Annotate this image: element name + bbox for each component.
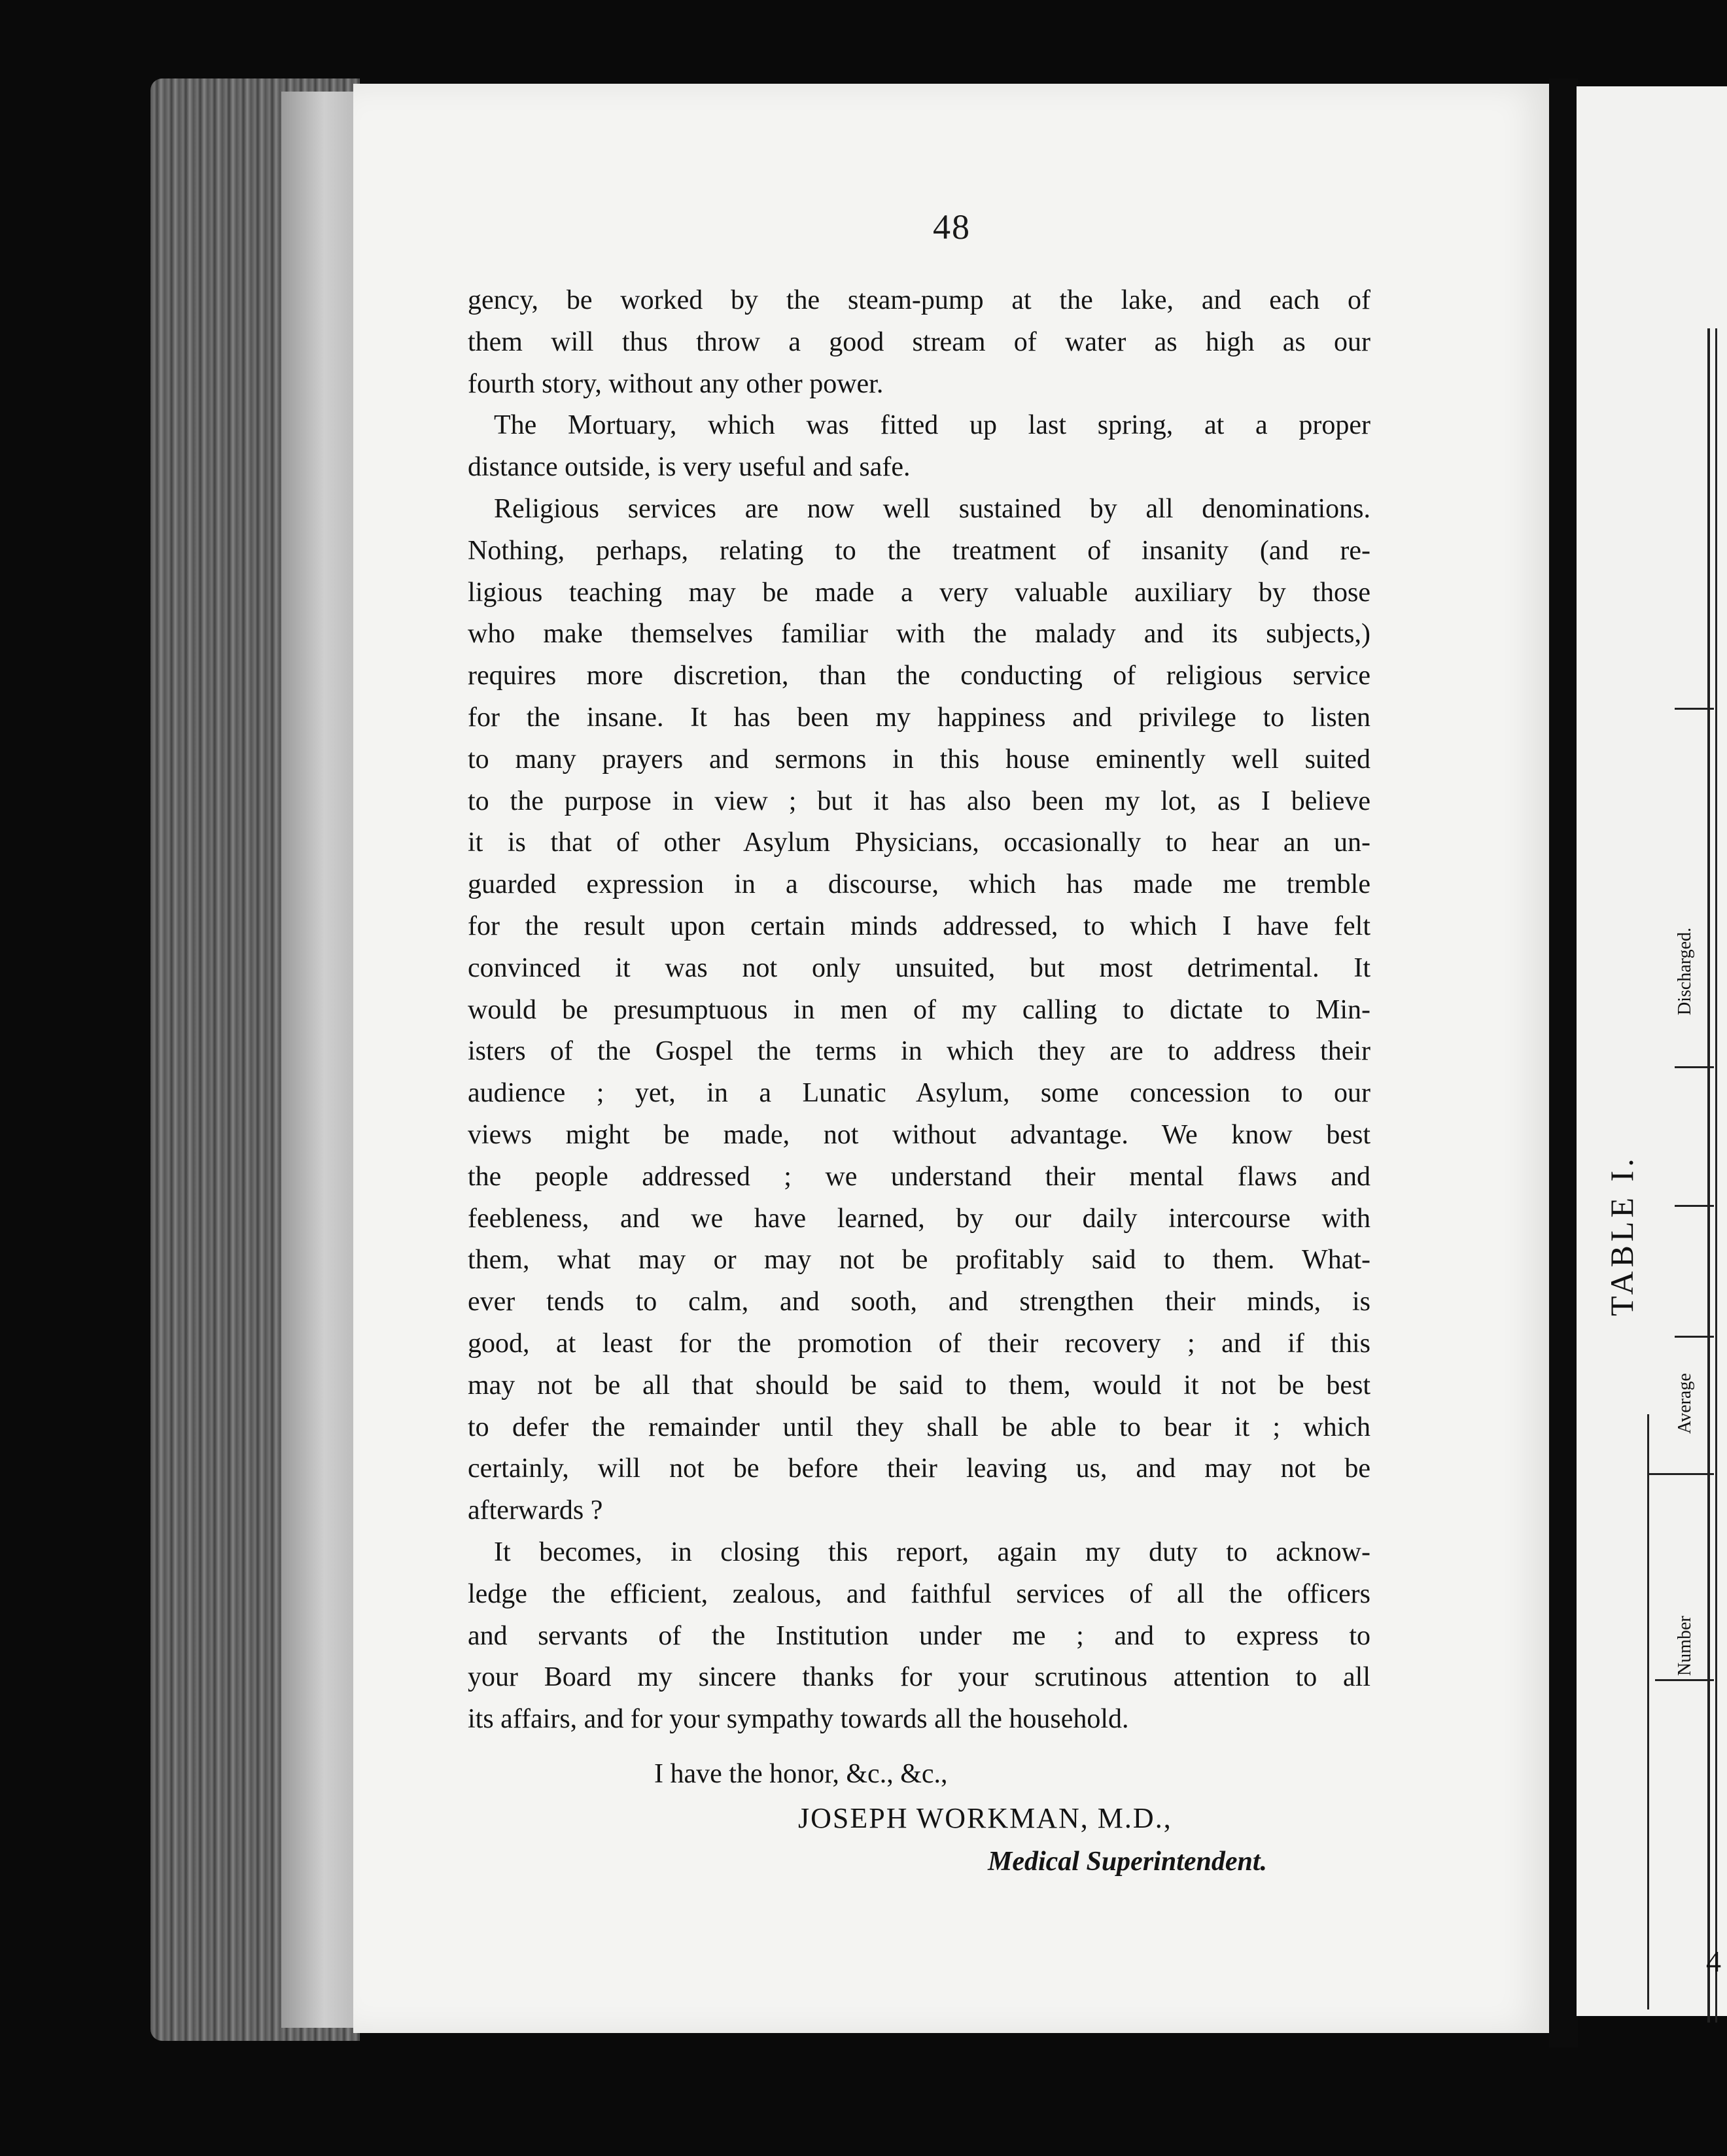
book-gutter — [1549, 78, 1578, 2047]
text-line: to the purpose in view ; but it has also been my lot, as I believe — [468, 786, 1370, 816]
book-page-edge-highlight — [281, 92, 353, 2028]
table-title: TABLE I. — [1603, 1155, 1640, 1316]
text-line: isters of the Gospel the terms in which they are to address their — [468, 1036, 1370, 1067]
text-line: certainly, will not be before their leaving us, and may not be — [468, 1453, 1370, 1484]
signature: JOSEPH WORKMAN, M.D., — [798, 1802, 1172, 1834]
text-line: and servants of the Institution under me ; and to express to — [468, 1620, 1370, 1651]
text-line: distance outside, is very useful and safe. — [468, 452, 911, 483]
column-header-number: Number — [1675, 1616, 1695, 1676]
text-line: The Mortuary, which was fitted up last spring, at a proper — [494, 410, 1370, 441]
text-line: to many prayers and sermons in this house eminently well suited — [468, 744, 1370, 774]
table-row-rule — [1675, 1205, 1714, 1207]
table-rule-outer — [1707, 328, 1710, 2023]
text-line: for the result upon certain minds addressed, to which I have felt — [468, 911, 1370, 941]
text-line: ledge the efficient, zealous, and faithful services of all the officers — [468, 1578, 1370, 1609]
signature-title: Medical Superintendent. — [988, 1847, 1268, 1877]
text-line: requires more discretion, than the conducting of religious service — [468, 661, 1370, 691]
table-row-rule — [1675, 708, 1714, 710]
column-header-discharged: Discharged. — [1675, 928, 1695, 1015]
text-line: them, what may or may not be profitably said to them. What- — [468, 1245, 1370, 1276]
column-header-average: Average — [1675, 1373, 1695, 1434]
text-line: views might be made, not without advantage. We know best — [468, 1119, 1370, 1150]
text-line: It becomes, in closing this report, again my duty to acknow- — [494, 1537, 1370, 1567]
text-line: who make themselves familiar with the malady and its subjects,) — [468, 619, 1370, 650]
table-row-rule — [1655, 1679, 1714, 1681]
corner-page-number: 4 — [1706, 1945, 1721, 1978]
text-line: the people addressed ; we understand their mental flaws and — [468, 1161, 1370, 1192]
text-line: feebleness, and we have learned, by our daily intercourse with — [468, 1203, 1370, 1234]
text-line: afterwards ? — [468, 1495, 603, 1526]
closing-line: I have the honor, &c., &c., — [654, 1759, 948, 1789]
text-line: to defer the remainder until they shall be able to bear it ; which — [468, 1412, 1370, 1442]
text-line: for the insane. It has been my happiness and privilege to listen — [468, 702, 1370, 733]
text-line: ever tends to calm, and sooth, and strengthen their minds, is — [468, 1287, 1370, 1317]
text-line: Religious services are now well sustained by all denominations. — [494, 493, 1370, 524]
text-line: your Board my sincere thanks for your scrutinous attention to all — [468, 1662, 1370, 1693]
text-line: gency, be worked by the steam-pump at the lake, and each of — [468, 285, 1370, 315]
text-line: its affairs, and for your sympathy towards all the household. — [468, 1704, 1129, 1735]
text-line: fourth story, without any other power. — [468, 368, 884, 399]
text-line: Nothing, perhaps, relating to the treatment of insanity (and re- — [468, 535, 1370, 566]
text-line: good, at least for the promotion of their recovery ; and if this — [468, 1328, 1370, 1359]
text-line: it is that of other Asylum Physicians, occasionally to hear an un- — [468, 827, 1370, 858]
text-line: may not be all that should be said to them, would it not be best — [468, 1370, 1370, 1400]
table-rule-inner — [1715, 328, 1717, 2023]
text-line: audience ; yet, in a Lunatic Asylum, some concession to our — [468, 1078, 1370, 1109]
text-line: convinced it was not only unsuited, but most detrimental. It — [468, 952, 1370, 983]
text-line: guarded expression in a discourse, which has made me tremble — [468, 869, 1370, 900]
body-text — [468, 280, 1370, 1741]
table-row-rule — [1648, 1473, 1714, 1475]
text-line: ligious teaching may be made a very valuable auxiliary by those — [468, 577, 1370, 608]
text-line: would be presumptuous in men of my calling to dictate to Min- — [468, 994, 1370, 1025]
left-page — [353, 84, 1550, 2033]
table-row-rule — [1675, 1336, 1714, 1338]
text-line: them will thus throw a good stream of water as high as our — [468, 326, 1370, 357]
right-page — [1577, 86, 1727, 2016]
table-rule-left — [1647, 1414, 1649, 2009]
table-row-rule — [1675, 1066, 1714, 1068]
page-number: 48 — [933, 207, 971, 247]
